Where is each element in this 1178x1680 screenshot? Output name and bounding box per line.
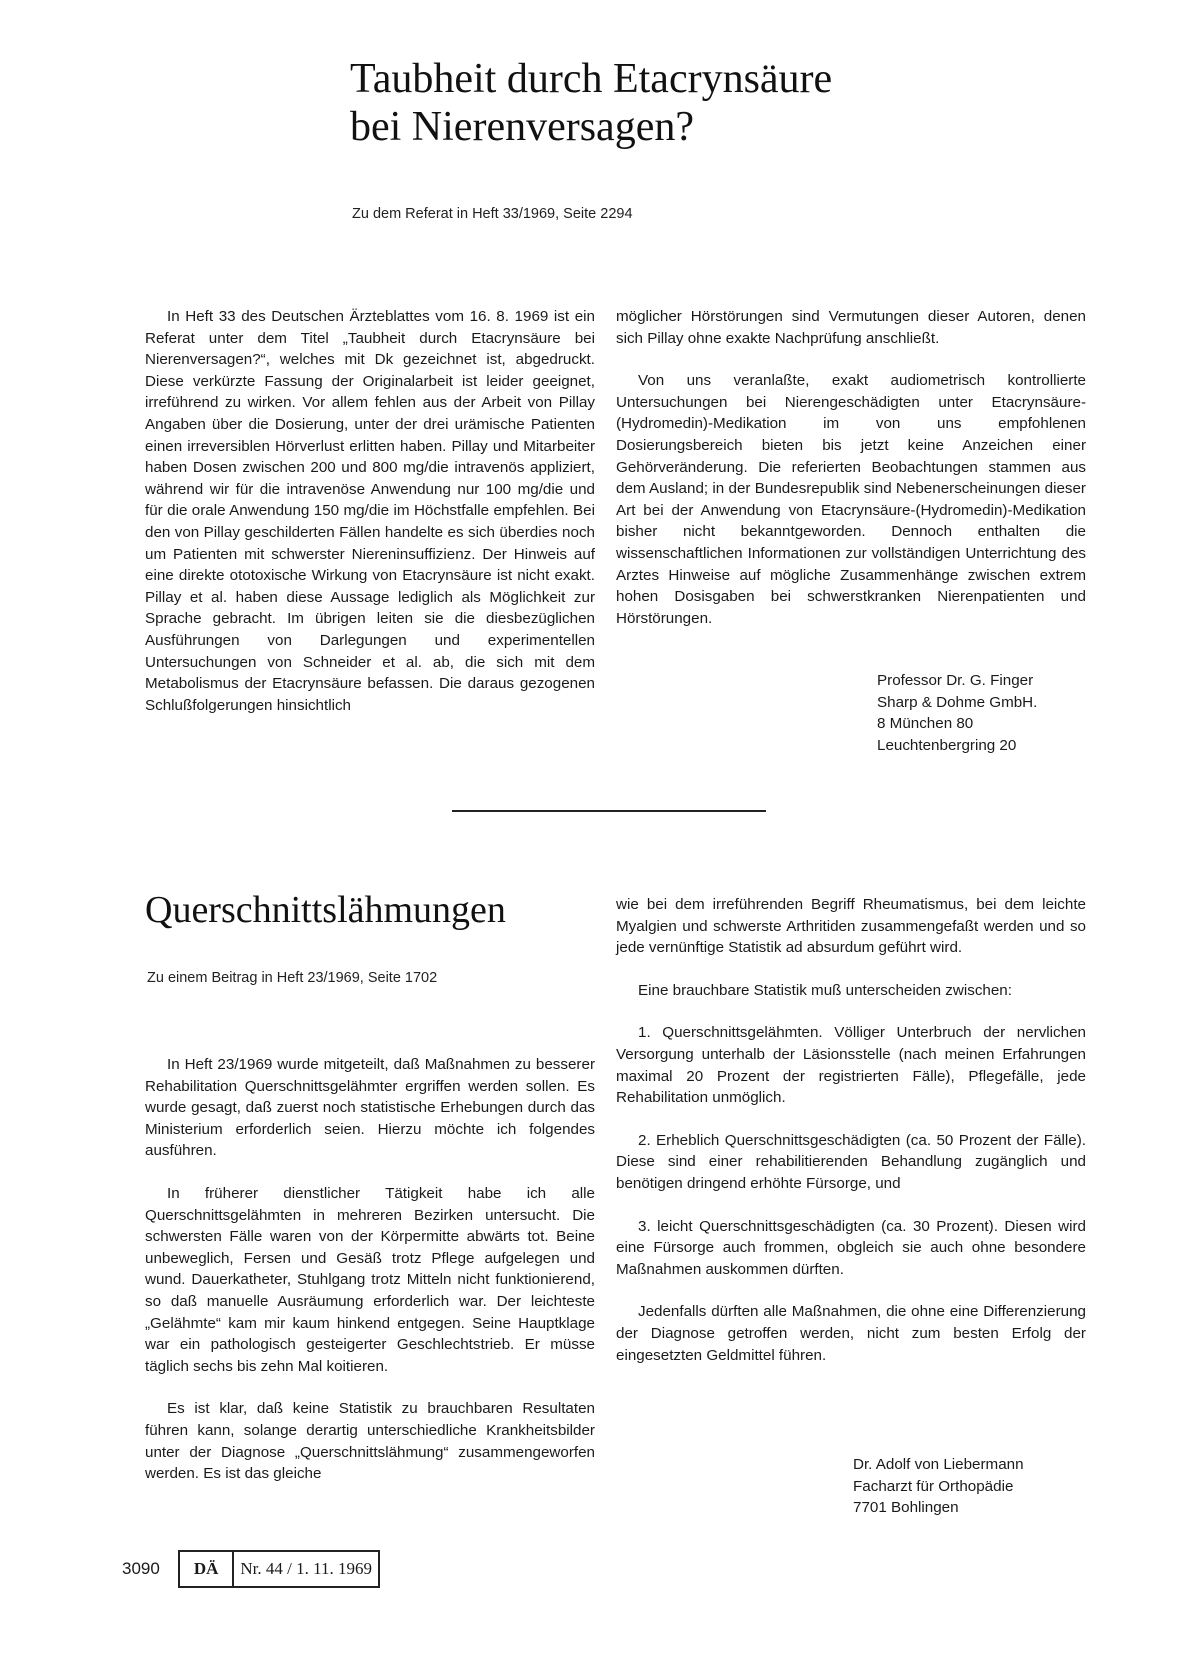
signature-line: 8 München 80	[877, 715, 974, 733]
signature-line: Leuchtenbergring 20	[877, 736, 1017, 754]
article-1-subtitle: Zu dem Referat in Heft 33/1969, Seite 2294	[352, 206, 633, 222]
paragraph: In früherer dienstlicher Tätigkeit habe ich alle Querschnittsgelähmten in mehreren Bezirken untersucht. Die schwersten Fälle waren von der Körpermitte abwärts tot. Beine unbeweglich, Fersen und Gesäß trotz Pflege aufgelegen und wund. Dauerkatheter, Stuhlgang trotz Mitteln nicht funktionierend, so daß manuelle Ausräumung erforderlich war. Der leichteste „Gelähmte“ kam mir kaum hinkend entgegen. Seine Hauptklage war ein pathologisch gesteigerter Geschlechtstrieb. Er müsse täglich sechs bis zehn Mal koitieren.	[145, 1184, 595, 1375]
journal-box	[178, 1550, 380, 1588]
section-divider	[452, 810, 766, 812]
article-1-right-column	[616, 306, 1086, 629]
signature-line: Dr. Adolf von Liebermann	[853, 1456, 1024, 1473]
issue-label: Nr. 44 / 1. 11. 1969	[240, 1559, 372, 1578]
paragraph: 3. leicht Querschnittsgeschädigten (ca. 30 Prozent). Diesen wird eine Fürsorge auch frommen, obgleich sie auch ohne besondere Maßnahmen auskommen dürften.	[616, 1217, 1086, 1278]
article-2-title: Querschnittslähmungen	[145, 889, 506, 931]
article-1-title-line-2: bei Nierenversagen?	[350, 104, 694, 150]
paragraph: In Heft 23/1969 wurde mitgeteilt, daß Maßnahmen zu besserer Rehabilitation Querschnittsgelähmter ergriffen werden sollen. Es wurde gesagt, daß zuerst noch statistische Erhebungen durch das Ministerium erforderlich seien. Hierzu möchte ich folgendes ausführen.	[145, 1056, 595, 1160]
article-1-title-line-1: Taubheit durch Etacrynsäure	[350, 56, 833, 102]
paragraph: wie bei dem irreführenden Begriff Rheumatismus, bei dem leichte Myalgien und schwerste Arthritiden zusammengefaßt werden und so jede vernünftige Statistik ad absurdum geführt wird.	[616, 896, 1086, 957]
article-2-subtitle: Zu einem Beitrag in Heft 23/1969, Seite 1702	[147, 970, 438, 986]
paragraph: 2. Erheblich Querschnittsgeschädigten (ca. 50 Prozent der Fälle). Diese sind einer rehabilitierenden Behandlung zugänglich und benötigen dringend erhöhte Fürsorge, und	[616, 1131, 1086, 1192]
paragraph: Jedenfalls dürften alle Maßnahmen, die ohne eine Differenzierung der Diagnose getroffen werden, nicht zum besten Erfolg der eingesetzten Geldmittel führen.	[616, 1303, 1086, 1364]
signature-line: Sharp & Dohme GmbH.	[877, 693, 1038, 711]
page-number: 3090	[122, 1559, 160, 1578]
article-2-right-column	[616, 894, 1086, 1366]
journal-logo: DÄ	[180, 1552, 235, 1586]
signature-line: 7701 Bohlingen	[853, 1499, 959, 1517]
paragraph: 1. Querschnittsgelähmten. Völliger Unterbruch der nervlichen Versorgung unterhalb der Läsionsstelle (nach meinen Erfahrungen maximal 20 Prozent der registrierten Fälle), Pflegefälle, jede Rehabilitation unmöglich.	[616, 1024, 1086, 1107]
signature-line: Professor Dr. G. Finger	[877, 672, 1034, 689]
page-footer	[122, 1550, 380, 1588]
paragraph: Eine brauchbare Statistik muß unterscheiden zwischen:	[638, 981, 1012, 999]
paragraph: möglicher Hörstörungen sind Vermutungen dieser Autoren, denen sich Pillay ohne exakte Nachprüfung anschließt.	[616, 308, 1086, 347]
paragraph: Von uns veranlaßte, exakt audiometrisch kontrollierte Untersuchungen bei Nierengeschädigten unter Etacrynsäure-(Hydromedin)-Medikation im von uns empfohlenen Dosierungsbereich bieten bis jetzt keine Anzeichen einer Gehörveränderung. Die referierten Beobachtungen stammen aus dem Ausland; in der Bundesrepublik sind Nebenerscheinungen dieser Art bei der Anwendung von Etacrynsäure-(Hydromedin)-Medikation bisher nicht bekanntgeworden. Dennoch enthalten die wissenschaftlichen Informationen zur vollständigen Unterrichtung des Arztes Hinweise auf mögliche Zusammenhänge zwischen extrem hohen Dosisgaben bei schwerstkranken Nierenpatienten und Hörstörungen.	[616, 372, 1086, 627]
article-2-left-column	[145, 1054, 595, 1485]
article-2-signature	[853, 1454, 1024, 1519]
paragraph: Es ist klar, daß keine Statistik zu brauchbaren Resultaten führen kann, solange derartig unterschiedliche Krankheitsbilder unter der Diagnose „Querschnittslähmung“ zusammengeworfen werden. Es ist das gleiche	[145, 1400, 595, 1483]
paragraph: In Heft 33 des Deutschen Ärzteblattes vom 16. 8. 1969 ist ein Referat unter dem Titel „Taubheit durch Etacrynsäure bei Nierenversagen?“, welches mit Dk gezeichnet ist, abgedruckt. Diese verkürzte Fassung der Originalarbeit ist leider geeignet, irreführend zu wirken. Vor allem fehlen aus der Arbeit von Pillay Angaben über die Dosierung, unter der drei urämische Patienten einen irreversiblen Hörverlust erlitten haben. Pillay und Mitarbeiter haben Dosen zwischen 200 und 800 mg/die intravenös appliziert, während wir für die intravenöse Anwendung nur 100 mg/die und für die orale Anwendung 150 mg/die im Höchstfalle empfehlen. Bei den von Pillay geschilderten Fällen handelte es sich überdies noch um Patienten mit schwerster Niereninsuffizienz. Der Hinweis auf eine direkte ototoxische Wirkung von Etacrynsäure ist nicht exakt. Pillay et al. haben diese Aussage lediglich als Möglichkeit zur Sprache gebracht. Im übrigen leiten sie die diesbezüglichen Ausführungen von Darlegungen und experimentellen Untersuchungen von Schneider et al. ab, die sich mit dem Metabolismus der Etacrynsäure befassen. Die daraus gezogenen Schlußfolgerungen hinsichtlich	[145, 308, 595, 714]
article-1-signature	[877, 670, 1037, 756]
signature-line: Facharzt für Orthopädie	[853, 1477, 1014, 1495]
article-1-header	[350, 55, 1050, 151]
article-1-left-column	[145, 306, 595, 716]
